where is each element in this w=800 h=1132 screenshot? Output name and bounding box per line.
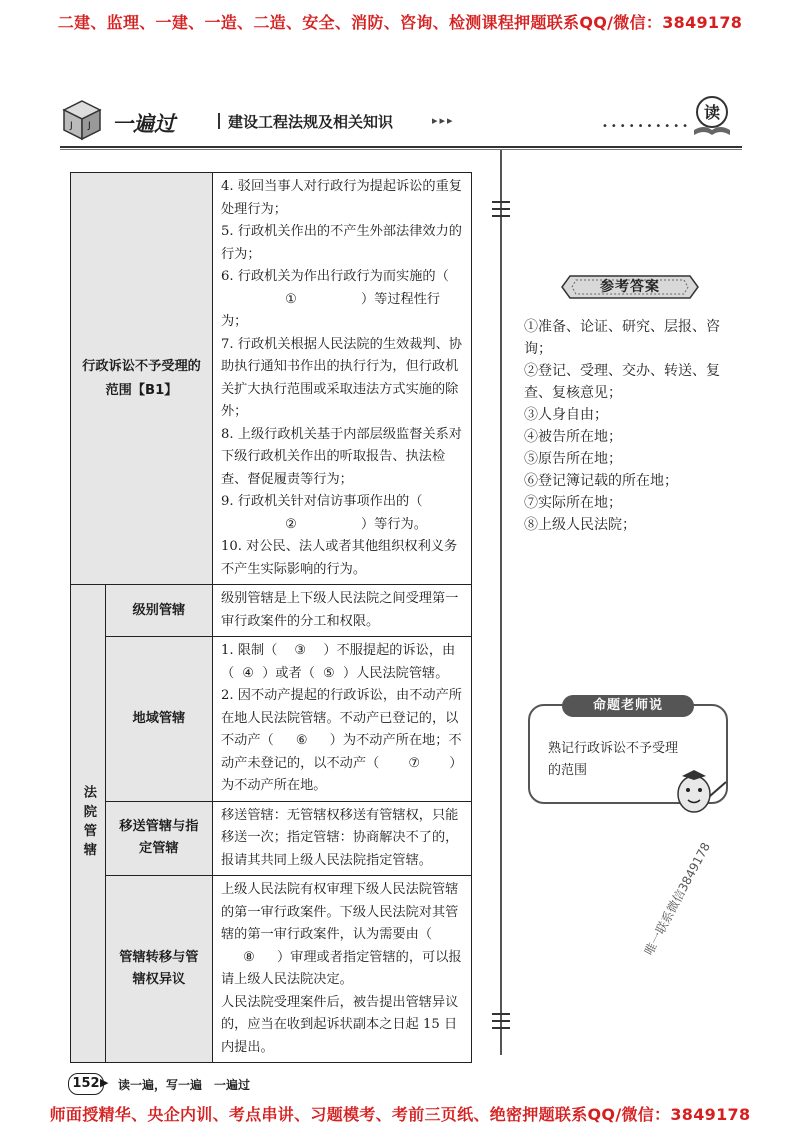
table-row [71, 801, 472, 876]
page-arrow-icon: ▶ [100, 1076, 109, 1089]
answer-item: ⑧上级人民法院； [524, 517, 636, 533]
header-rule [60, 146, 742, 148]
answer-item: ⑤原告所在地； [524, 451, 622, 467]
svg-text:J: J [88, 121, 91, 131]
top-banner: 二建、监理、一建、一造、二造、安全、消防、咨询、检测课程押题联系QQ/微信：3849178 [57, 13, 743, 32]
label-level-jurisdiction: 级别管辖 [105, 585, 212, 637]
answer-item: ③人身自由； [524, 407, 608, 423]
answer-item: ②登记、受理、交办、转送、复查、复核意见； [524, 363, 720, 401]
row-label-non-acceptance: 行政诉讼不予受理的范围【B1】 [71, 173, 213, 585]
table-row [71, 876, 472, 1063]
answer-item: ④被告所在地； [524, 429, 622, 445]
footer-slogan: 读一遍，写一遍 一遍过 [118, 1078, 251, 1092]
side-watermark: 唯一联系微信3849178 [641, 840, 714, 958]
spiral-binding-icon [488, 196, 514, 222]
dots-decoration: •••••••••• [602, 121, 691, 132]
arrows-decoration: ▸▸▸ [432, 114, 455, 127]
transfer-jurisdiction-content: 移送管辖：无管辖权移送有管辖权，只能移送一次；指定管辖：协商解决不了的，报请其共同上级人民法院指定管辖。 [213, 801, 472, 876]
answer-item: ⑦实际所在地； [524, 495, 622, 511]
bottom-banner: 师面授精华、央企内训、考点串讲、习题模考、考前三页纸、绝密押题联系QQ/微信：3849178 [49, 1105, 751, 1124]
jurisdiction-objection-content: 上级人民法院有权审理下级人民法院管辖的第一审行政案件。下级人民法院对其管辖的第一审行政案件，认为需要由（⑧ ）审理或者指定管辖的，可以报请上级人民法院决定。 人民法院受理案件后，被告提出管辖异议的，应当在收到起诉状副本之日起 15 日内提出。 [213, 876, 472, 1063]
svg-text:J: J [70, 121, 73, 131]
teacher-mascot-icon [660, 760, 730, 818]
level-jurisdiction-content: 级别管辖是上下级人民法院之间受理第一审行政案件的分工和权限。 [213, 585, 472, 637]
answer-item: ①准备、论证、研究、层报、咨询； [524, 319, 720, 357]
book-title: 建设工程法规及相关知识 [218, 111, 393, 132]
page-divider [500, 150, 502, 1055]
blank-6: ⑥ [295, 733, 308, 748]
blank-3: ③ [294, 643, 307, 658]
svg-text:读: 读 [703, 103, 721, 122]
blank-5: ⑤ [323, 665, 335, 681]
page-number: 152 [68, 1073, 104, 1095]
group-label-court-jurisdiction: 法院管辖 [71, 585, 106, 1063]
table-row [71, 585, 472, 637]
table-row [71, 637, 472, 802]
label-transfer-jurisdiction: 移送管辖与指定管辖 [105, 801, 212, 876]
read-book-icon [690, 94, 734, 138]
answer-item: ⑥登记簿记载的所在地； [524, 473, 678, 489]
region-jurisdiction-content: 1. 限制（ ③ ）不服提起的诉讼，由（ ④ ）或者（ ⑤ ）人民法院管辖。 2. 因不动产提起的行政诉讼，由不动产所在地人民法院管辖。不动产已登记的，以不动产（ ⑥ ）为不动产所在地；不动产未登记的，以不动产（ ⑦ ）为不动产所在地。 [213, 637, 472, 802]
teacher-note-text: 熟记行政诉讼不予受理的范围 [548, 741, 679, 778]
label-region-jurisdiction: 地域管辖 [105, 637, 212, 802]
reference-title: 参考答案 [600, 279, 660, 295]
blank-8: ⑧ [243, 949, 255, 965]
teacher-note-tag: 命题老师说 [562, 695, 694, 717]
cube-logo-icon [60, 98, 104, 142]
blank-2: ② [285, 516, 297, 532]
law-table [70, 172, 472, 1063]
non-acceptance-content: 4. 驳回当事人对行政行为提起诉讼的重复处理行为； 5. 行政机关作出的不产生外部法律效力的行为； 6. 行政机关为作出行政行为而实施的（ ① ）等过程性行为； 7. 行政机关根据人民法院的生效裁判、协助执行通知书作出的执行行为，但行政机关扩大执行范围或采取违法方式实施的除外； 8. 上级行政机关基于内部层级监督关系对下级行政机关作出的听取报告、执法检查、督促履责等行为； 9. 行政机关针对信访事项作出的（ ② ）等行为。 10. 对公民、法人或者其他组织权利义务不产生实际影响的行为。 [213, 173, 472, 585]
table-row [71, 173, 472, 585]
answers-list [524, 316, 724, 536]
blank-7: ⑦ [408, 755, 421, 771]
label-jurisdiction-objection: 管辖转移与管辖权异议 [105, 876, 212, 1063]
reference-title-badge [560, 272, 700, 302]
spiral-binding-icon [488, 1008, 514, 1034]
blank-1: ① [285, 291, 297, 307]
brand-name: 一遍过 [112, 112, 175, 136]
header-rule-thin [60, 149, 742, 150]
blank-4: ④ [242, 665, 255, 681]
